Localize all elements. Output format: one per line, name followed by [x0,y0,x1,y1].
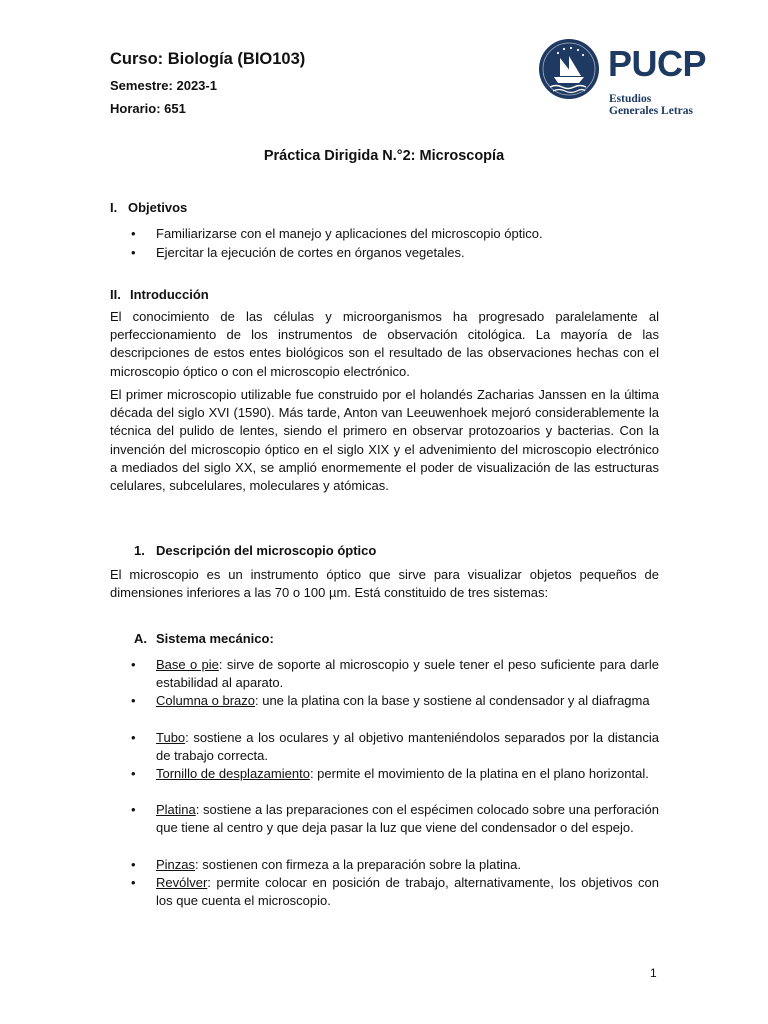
intro-paragraph-2: El primer microscopio utilizable fue construido por el holandés Zacharias Janssen en la última década del siglo XVI (1590). Más tarde, Anton van Leeuwenhoek mejoró considerablemente la técnica del pulido de lentes, siendo el primero en observar protozoarios y bacterias. Con la invención del microscopio óptico en el siglo XIX y el advenimiento del microscopio electrónico a mediados del siglo XX, se amplió enormemente el poder de visualización de las estructuras celulares, subcelulares, moleculares y atómicas. [110,387,659,494]
term-description: : sostiene a las preparaciones con el espécimen colocado sobre una perforación que tiene al centro y que deja pasar la luz que viene del condensador o del espejo. [156,802,659,835]
list-item-text [156,692,659,710]
logo-subtitle [609,93,693,117]
course-title: Curso: Biología (BIO103) [110,50,306,68]
term-description: : sostienen con firmeza a la preparación sobre la platina. [195,857,521,872]
list-item-text [156,765,659,783]
term-label: Pinzas [156,857,196,872]
list-item [131,765,659,783]
term-description: : permite el movimiento de la platina en el plano horizontal. [309,766,649,781]
ship-seal-icon [538,38,600,100]
term-label: Revólver [156,875,208,890]
list-item-text: Ejercitar la ejecución de cortes en órganos vegetales. [156,245,465,260]
subsection-number: 1. [134,543,145,558]
section-number: I. [110,200,118,215]
list-item-text [156,729,659,765]
subsection-description-heading [134,543,376,558]
section-introduction-heading [110,287,209,302]
description-paragraph: El microscopio es un instrumento óptico que sirve para visualizar objetos pequeños de dimensiones inferiores a las 70 o 100 µm. Está constituido de tres sistemas: [110,567,659,601]
bullet-icon: • [131,245,136,260]
list-item [131,244,659,262]
section-title: Objetivos [128,200,188,215]
bullet-icon: • [131,857,136,872]
list-item [131,874,659,910]
term-label: Base o pie [156,657,219,672]
list-item-text [156,856,659,874]
subsection-number: A. [134,631,147,646]
bullet-icon: • [131,730,136,745]
bullet-icon: • [131,226,136,241]
list-item [131,656,659,692]
list-item-text [156,801,659,837]
list-item [131,225,659,243]
page-number: 1 [650,966,657,980]
schedule-label: Horario: 651 [110,101,186,116]
pucp-logo [538,38,728,118]
bullet-icon: • [131,802,136,817]
logo-subtitle-line2: Generales Letras [609,105,693,117]
list-item [131,729,659,765]
term-description: : une la platina con la base y sostiene al condensador y al diafragma [255,693,650,708]
term-description: : sostiene a los oculares y al objetivo manteniéndolos separados por la distancia de trabajo correcta. [156,730,659,763]
subsection-mechanical-heading [134,631,274,646]
bullet-icon: • [131,766,136,781]
semester-label: Semestre: 2023-1 [110,78,217,93]
subsection-title: Sistema mecánico: [156,631,274,646]
section-objectives-heading [110,200,187,215]
document-title: Práctica Dirigida N.°2: Microscopía [263,148,505,164]
intro-paragraph-1: El conocimiento de las células y microorganismos ha progresado paralelamente al perfeccionamiento de los instrumentos de observación citológica. La mayoría de las descripciones de estos entes biológicos son el resultado de las observaciones hechas con el microscopio óptico o con el microscopio electrónico. [110,309,659,379]
subsection-title: Descripción del microscopio óptico [156,543,377,558]
term-label: Columna o brazo [156,693,255,708]
bullet-icon: • [131,875,136,890]
bullet-icon: • [131,693,136,708]
term-description: : sirve de soporte al microscopio y suele tener el peso suficiente para darle estabilidad al aparato. [156,657,659,690]
term-label: Tornillo de desplazamiento [156,766,310,781]
term-label: Tubo [156,730,186,745]
list-item-text [156,656,659,692]
term-label: Platina [156,802,196,817]
section-number: II. [110,287,121,302]
list-item [131,801,659,837]
list-item-text [156,874,659,910]
logo-subtitle-line1: Estudios [609,93,652,105]
list-item [131,692,659,710]
section-title: Introducción [130,287,209,302]
list-item [131,856,659,874]
term-description: : permite colocar en posición de trabajo, alternativamente, los objetivos con los que cuenta el microscopio. [156,875,659,908]
logo-name: PUCP [608,43,707,84]
bullet-icon: • [131,657,136,672]
list-item-text: Familiarizarse con el manejo y aplicaciones del microscopio óptico. [156,226,543,241]
